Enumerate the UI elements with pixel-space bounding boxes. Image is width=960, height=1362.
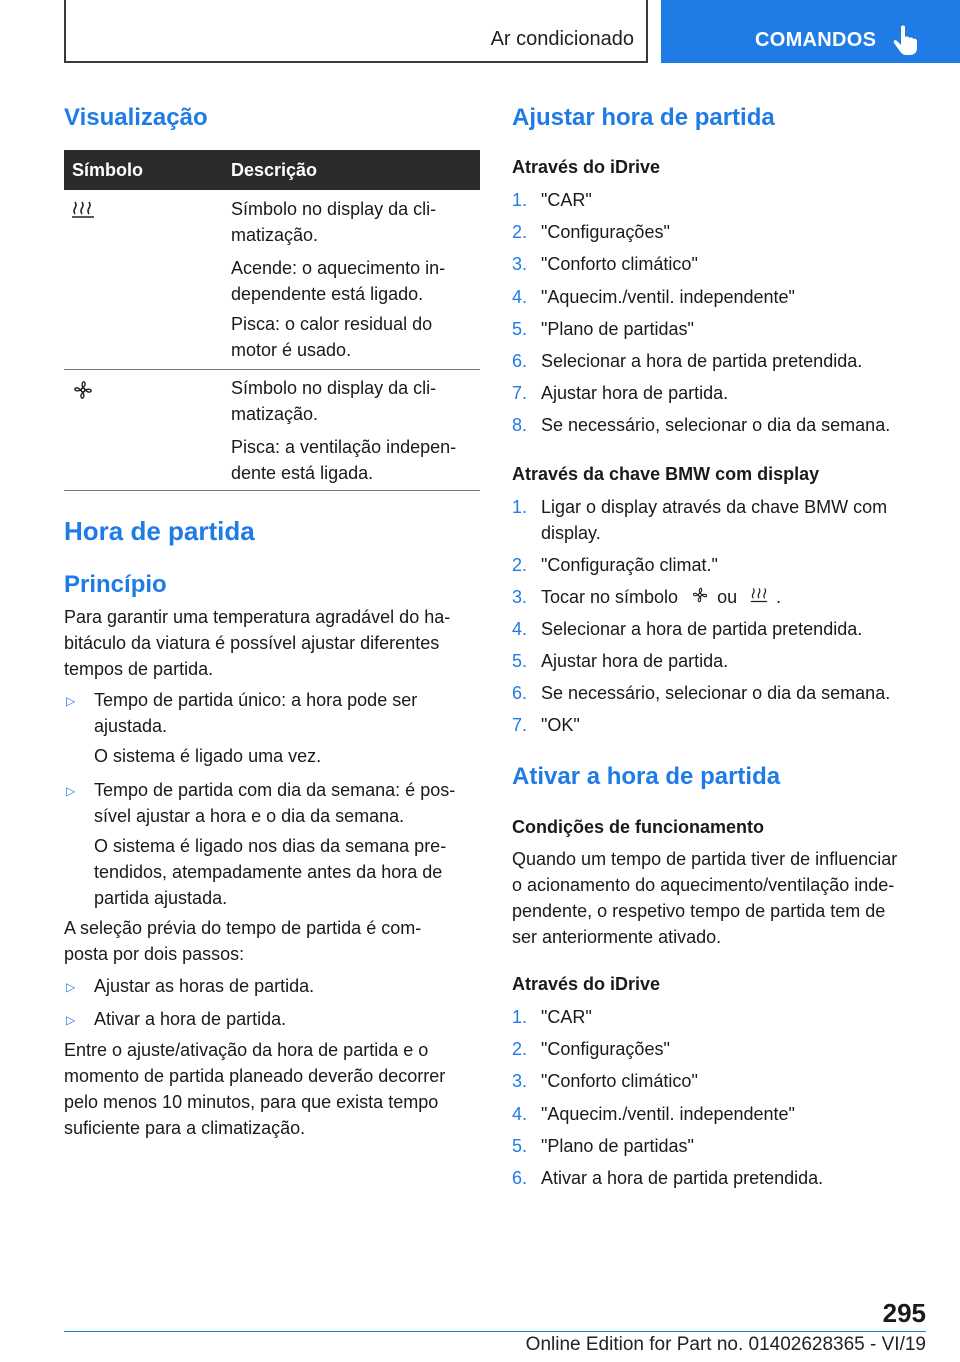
list-item: Se necessário, selecionar o dia da semana. bbox=[541, 683, 891, 703]
idrive-label: Através do iDrive bbox=[512, 157, 661, 177]
visualizacao-heading: Visualização bbox=[64, 104, 208, 131]
header-left-box bbox=[64, 0, 648, 63]
edition-text: Online Edition for Part no. 01402628365 - VI/19 bbox=[525, 1334, 926, 1355]
col-symbol-header: Símbolo bbox=[72, 160, 143, 180]
list-item: "Configurações" bbox=[541, 222, 670, 243]
list-item: "CAR" bbox=[541, 1007, 592, 1027]
step-text: Tocar no símbolo bbox=[541, 587, 679, 607]
step-number: 2. bbox=[512, 222, 528, 243]
timing-paragraph: Entre o ajuste/ativação da hora de partida e o momento de partida planeado deverão decorrer pelo menos 10 minutos, para que exista tempo suficiente para a climatização. bbox=[64, 1040, 446, 1138]
or-text: ou bbox=[717, 587, 738, 607]
list-item: "CAR" bbox=[541, 190, 592, 210]
list-item: "Conforto climático" bbox=[541, 254, 698, 275]
conditions-label: Condições de funcionamento bbox=[512, 817, 765, 837]
step-number: 6. bbox=[512, 1168, 528, 1188]
list-item: "Plano de partidas" bbox=[541, 318, 694, 339]
row1-para2: Acende: o aquecimento in- dependente está ligado. bbox=[231, 258, 446, 304]
step-number: 2. bbox=[512, 1039, 528, 1060]
key-display-label: Através da chave BMW com display bbox=[512, 464, 820, 484]
list-item: "OK" bbox=[541, 715, 580, 735]
step-number: 5. bbox=[512, 318, 528, 339]
heating-fan-icon bbox=[750, 585, 768, 611]
col-description-header: Descrição bbox=[231, 160, 318, 180]
step-number: 7. bbox=[512, 715, 528, 735]
step-number: 5. bbox=[512, 651, 528, 671]
bullet-triangle-icon: ▷ bbox=[66, 784, 76, 798]
list-item: "Conforto climático" bbox=[541, 1071, 698, 1092]
step-number: 5. bbox=[512, 1135, 528, 1156]
list-item: Ajustar hora de partida. bbox=[541, 383, 729, 404]
list-item: "Configuração climat." bbox=[541, 555, 718, 575]
ajustar-heading: Ajustar hora de partida bbox=[512, 104, 775, 131]
bullet-triangle-icon: ▷ bbox=[66, 980, 76, 994]
table-bottom-rule bbox=[64, 490, 480, 491]
step-number: 7. bbox=[512, 383, 528, 404]
step-number: 6. bbox=[512, 683, 528, 703]
bullet-triangle-icon: ▷ bbox=[66, 694, 76, 708]
table-header bbox=[64, 150, 480, 190]
step-number: 1. bbox=[512, 497, 528, 517]
list-item-sub: O sistema é ligado nos dias da semana pre- tendidos, atempadamente antes da hora de partida ajustada. bbox=[94, 836, 447, 908]
step-number: 2. bbox=[512, 555, 528, 575]
intro-paragraph: Para garantir uma temperatura agradável do ha- bitáculo da viatura é possível ajustar diferentes tempos de partida. bbox=[64, 607, 451, 679]
ativar-heading: Ativar a hora de partida bbox=[512, 763, 781, 790]
list-item: Ativar a hora de partida. bbox=[94, 1009, 287, 1029]
bullet-triangle-icon: ▷ bbox=[66, 1013, 76, 1027]
list-item bbox=[541, 584, 928, 611]
list-item: Ajustar as horas de partida. bbox=[94, 976, 315, 996]
step-number: 6. bbox=[512, 351, 528, 371]
list-item: Ligar o display através da chave BMW com display. bbox=[541, 497, 888, 543]
fan-icon bbox=[72, 379, 94, 406]
list-item: Ajustar hora de partida. bbox=[541, 651, 729, 671]
step-number: 1. bbox=[512, 1007, 528, 1027]
row2-para1: Símbolo no display da cli- matização. bbox=[231, 378, 437, 424]
chapter-tab[interactable] bbox=[661, 0, 960, 63]
row1-para3: Pisca: o calor residual do motor é usado. bbox=[231, 314, 433, 360]
list-item: Tempo de partida com dia da semana: é pos- sível ajustar a hora e o dia da semana. bbox=[94, 780, 456, 826]
list-item: "Aquecim./ventil. independente" bbox=[541, 286, 795, 307]
period-text: . bbox=[776, 587, 782, 607]
step-number: 3. bbox=[512, 254, 528, 275]
step-number: 3. bbox=[512, 587, 528, 607]
fan-icon bbox=[691, 585, 709, 611]
hora-de-partida-heading: Hora de partida bbox=[64, 516, 255, 546]
heating-waves-icon bbox=[72, 200, 94, 223]
chapter-label: COMANDOS bbox=[755, 29, 877, 51]
row2-para2: Pisca: a ventilação indepen- dente está ligada. bbox=[231, 437, 457, 483]
list-item: Ativar a hora de partida pretendida. bbox=[541, 1168, 824, 1188]
step-number: 1. bbox=[512, 190, 528, 210]
principio-heading: Princípio bbox=[64, 571, 167, 598]
step-number: 8. bbox=[512, 415, 528, 436]
step-number: 4. bbox=[512, 286, 528, 307]
list-item: Selecionar a hora de partida pretendida. bbox=[541, 619, 863, 639]
step-number: 4. bbox=[512, 1103, 528, 1124]
list-item: "Plano de partidas" bbox=[541, 1135, 694, 1156]
list-item-sub: O sistema é ligado uma vez. bbox=[94, 746, 322, 766]
selection-paragraph: A seleção prévia do tempo de partida é com- posta por dois passos: bbox=[64, 918, 422, 964]
list-item: Selecionar a hora de partida pretendida. bbox=[541, 351, 863, 371]
list-item: Se necessário, selecionar o dia da semana. bbox=[541, 415, 891, 436]
conditions-paragraph: Quando um tempo de partida tiver de influenciar o acionamento do aquecimento/ventilação inde- pendente, o respetivo tempo de partida tem de ser anteriormente ativado. bbox=[512, 849, 898, 947]
pointing-hand-icon bbox=[893, 25, 919, 60]
footer-rule bbox=[64, 1331, 926, 1332]
row1-para1: Símbolo no display da cli- matização. bbox=[231, 199, 437, 245]
table-row-divider bbox=[64, 369, 480, 370]
list-item: "Aquecim./ventil. independente" bbox=[541, 1103, 795, 1124]
list-item: Tempo de partida único: a hora pode ser ajustada. bbox=[94, 690, 418, 736]
step-number: 3. bbox=[512, 1071, 528, 1092]
page-number: 295 bbox=[882, 1298, 926, 1328]
list-item: "Configurações" bbox=[541, 1039, 670, 1060]
idrive2-label: Através do iDrive bbox=[512, 974, 661, 994]
section-title: Ar condicionado bbox=[490, 28, 634, 50]
step-number: 4. bbox=[512, 619, 528, 639]
